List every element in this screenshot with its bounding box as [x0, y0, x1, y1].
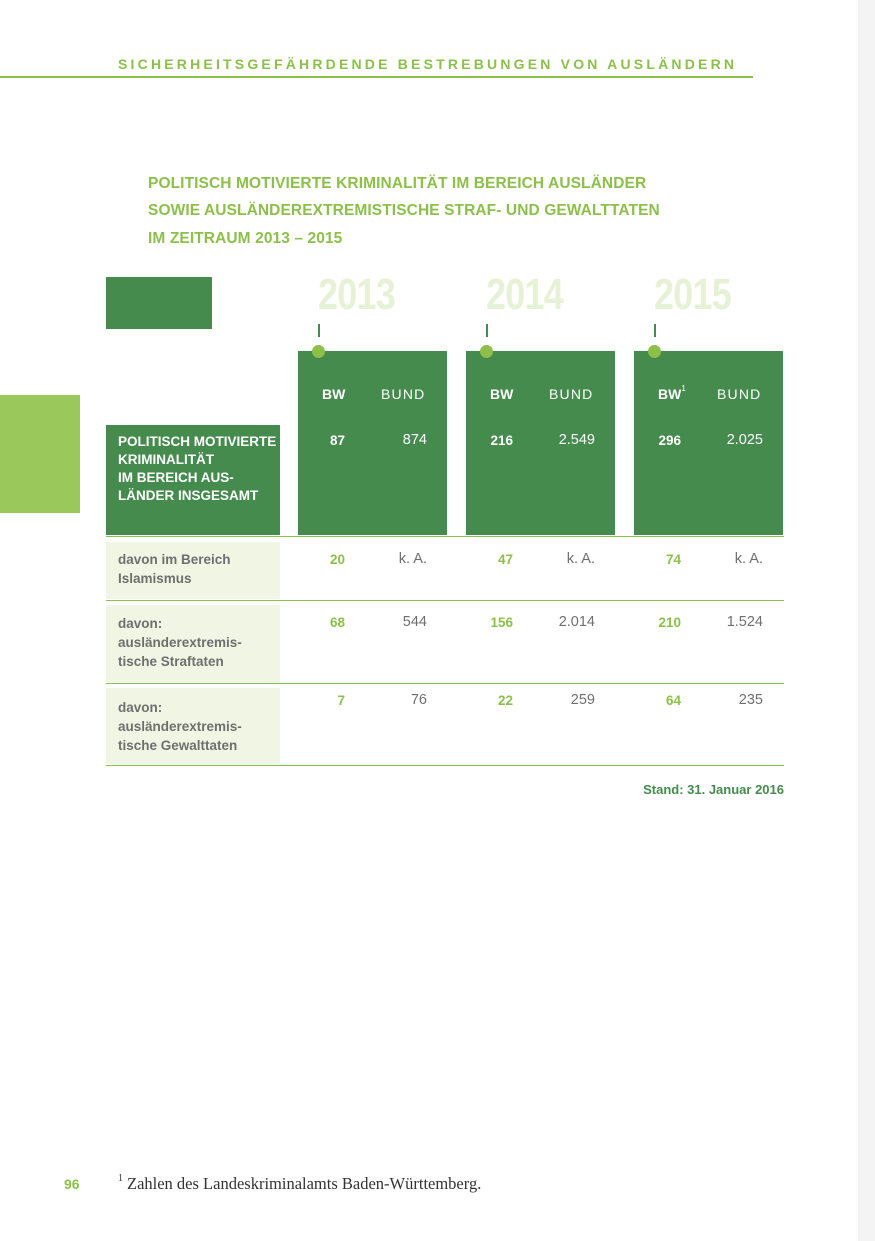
page-number: 96 [64, 1176, 80, 1192]
cell-straftaten-bund-2013: 544 [402, 614, 427, 630]
year-tick [486, 324, 488, 337]
row-divider [106, 536, 784, 537]
cell-gewalttaten-bund-2014: 259 [570, 692, 595, 708]
cell-total-bw-2013: 87 [329, 433, 345, 448]
col-header-bw-2013: BW [322, 386, 346, 402]
year-marker-dot [648, 345, 661, 358]
table-bottom-rule [106, 765, 784, 766]
year-label-2014: 2014 [486, 270, 563, 319]
year-tick [654, 324, 656, 337]
table-title-line-1: POLITISCH MOTIVIERTE KRIMINALITÄT IM BEREICH AUSLÄNDER [148, 175, 647, 192]
cell-islamismus-bw-2014: 47 [497, 552, 513, 567]
year-label-2015: 2015 [654, 270, 731, 319]
col-header-bw-2015: $BW^1$ [658, 384, 686, 402]
year-marker-dot [312, 345, 325, 358]
footnote-text: Zahlen des Landeskriminalamts Baden-Württemberg. [127, 1174, 482, 1193]
year-label-2013: 2013 [318, 270, 395, 319]
cell-gewalttaten-bund-2013: 76 [410, 692, 427, 708]
table-title-line-3: IM ZEITRAUM 2013 – 2015 [148, 230, 343, 247]
cell-straftaten-bund-2015: 1.524 [726, 614, 763, 630]
header-rule [0, 76, 753, 78]
cell-islamismus-bw-2015: 74 [665, 552, 681, 567]
row-label-straftaten: davon: ausländerextremis- tische Straftaten [118, 616, 242, 669]
cell-total-bw-2014: 216 [490, 433, 513, 448]
cell-gewalttaten-bw-2014: 22 [497, 693, 513, 708]
cell-islamismus-bund-2014: k. A. [566, 551, 595, 567]
data-status-date: Stand: 31. Januar 2016 [643, 782, 784, 797]
cell-total-bund-2015: 2.025 [726, 432, 763, 448]
cell-islamismus-bw-2013: 20 [329, 552, 345, 567]
footnote-marker: 1 [118, 1173, 123, 1184]
cell-islamismus-bund-2015: k. A. [734, 551, 763, 567]
col-header-bw-2014: BW [490, 386, 514, 402]
col-header-bund-2014: BUND [549, 386, 594, 402]
year-tick [318, 324, 320, 337]
legend-swatch [106, 277, 212, 329]
row-label-gewalttaten: davon: ausländerextremis- tische Gewalttaten [118, 700, 242, 753]
row-label-islamismus: davon im Bereich Islamismus [118, 552, 231, 586]
row-divider [106, 683, 784, 684]
cell-total-bund-2013: 874 [402, 432, 427, 448]
cell-total-bw-2015: 296 [658, 433, 681, 448]
cell-islamismus-bund-2013: k. A. [398, 551, 427, 567]
cell-gewalttaten-bund-2015: 235 [738, 692, 763, 708]
running-header: SICHERHEITSGEFÄHRDENDE BESTREBUNGEN VON AUSLÄNDERN [118, 56, 738, 72]
cell-total-bund-2014: 2.549 [558, 432, 595, 448]
col-header-bund-2013: BUND [381, 386, 426, 402]
cell-gewalttaten-bw-2013: 7 [337, 693, 345, 708]
year-marker-dot [480, 345, 493, 358]
cell-straftaten-bund-2014: 2.014 [558, 614, 595, 630]
footnote [118, 1174, 481, 1194]
cell-straftaten-bw-2013: 68 [329, 615, 345, 630]
row-label-total: POLITISCH MOTIVIERTE KRIMINALITÄT IM BEREICH AUS- LÄNDER INSGESAMT [118, 434, 277, 503]
row-divider [106, 600, 784, 601]
cell-straftaten-bw-2014: 156 [490, 615, 513, 630]
cell-gewalttaten-bw-2015: 64 [665, 693, 681, 708]
table-title-line-2: SOWIE AUSLÄNDEREXTREMISTISCHE STRAF- UND GEWALTTATEN [148, 202, 660, 219]
chapter-tab [0, 395, 80, 513]
col-header-bund-2015: BUND [717, 386, 762, 402]
cell-straftaten-bw-2015: 210 [658, 615, 681, 630]
page-edge-strip [858, 0, 875, 1241]
